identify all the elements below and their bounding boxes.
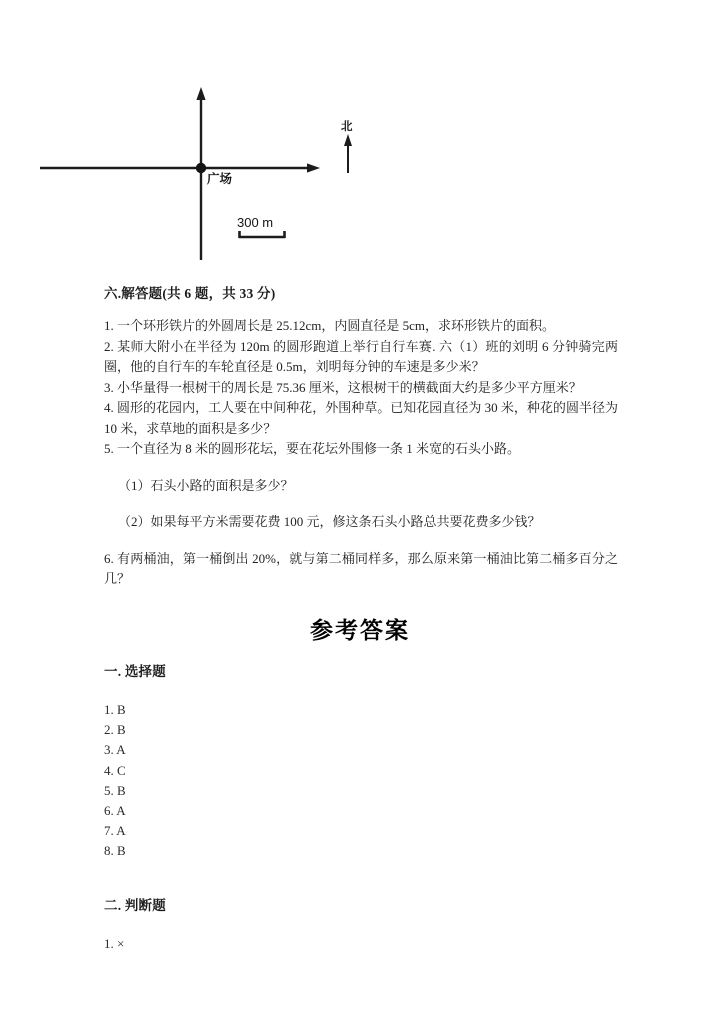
answer-item: 8. B [104, 843, 126, 859]
north-label: 北 [341, 121, 353, 133]
sub-question-item: （1）石头小路的面积是多少？ [118, 477, 294, 493]
question-item: 4. 圆形的花园内，工人要在中间种花，外围种草。已知花园直径为 30 米，种花的圆半径为 10 米，求草地的面积是多少？ [104, 400, 618, 436]
question-item: 6. 有两桶油，第一桶倒出 20%，就与第二桶同样多，那么原来第一桶油比第二桶多百分之几？ [104, 550, 618, 586]
plaza-coordinate-diagram [0, 55, 720, 260]
horizontal-axis-icon [40, 163, 320, 172]
section-heading: 六.解答题(共 6 题，共 33 分) [104, 286, 276, 301]
answer-item: 6. A [104, 803, 126, 819]
answer-item: 4. C [104, 762, 126, 778]
scale-bar-icon [239, 231, 285, 238]
question-item: 2. 某师大附小在半径为 120m 的圆形跑道上举行自行车赛. 六（1）班的刘明 6 分钟骑完两圈，他的自行车的车轮直径是 0.5m，刘明每分钟的车速是多少米？ [104, 338, 618, 374]
answer-item: 7. A [104, 823, 126, 839]
origin-point-icon [196, 163, 206, 173]
answer-item: 5. B [104, 782, 126, 798]
plaza-label: 广场 [207, 172, 233, 186]
question-list [104, 316, 618, 460]
answer-section-heading: 二. 判断题 [104, 897, 166, 913]
question-item: 5. 一个直径为 8 米的圆形花坛，要在花坛外围修一条 1 米宽的石头小路。 [104, 441, 521, 456]
question-item: 3. 小华量得一根树干的周长是 75.36 厘米，这根树干的横截面大约是多少平方厘米？ [104, 379, 582, 395]
answer-key-title: 参考答案 [310, 618, 410, 643]
answer-item: 1. B [104, 702, 126, 717]
vertical-axis-icon [196, 87, 205, 260]
answer-section-heading: 一. 选择题 [104, 664, 166, 679]
answer-list [104, 934, 618, 954]
question-item: 1. 一个环形铁片的外圆周长是 25.12cm，内圆直径是 5cm，求环形铁片的面积。 [104, 318, 556, 333]
answer-item: 3. A [104, 742, 126, 758]
answer-list [104, 700, 618, 862]
sub-question-item: （2）如果每平方米需要花费 100 元，修这条石头小路总共要花费多少钱？ [118, 514, 541, 529]
scale-label: 300 m [237, 215, 274, 230]
north-arrow-icon [344, 134, 352, 173]
answer-key-section [104, 662, 618, 954]
answer-item: 2. B [104, 722, 126, 738]
answer-item: 1. × [104, 935, 125, 951]
exam-question-section [104, 284, 618, 590]
